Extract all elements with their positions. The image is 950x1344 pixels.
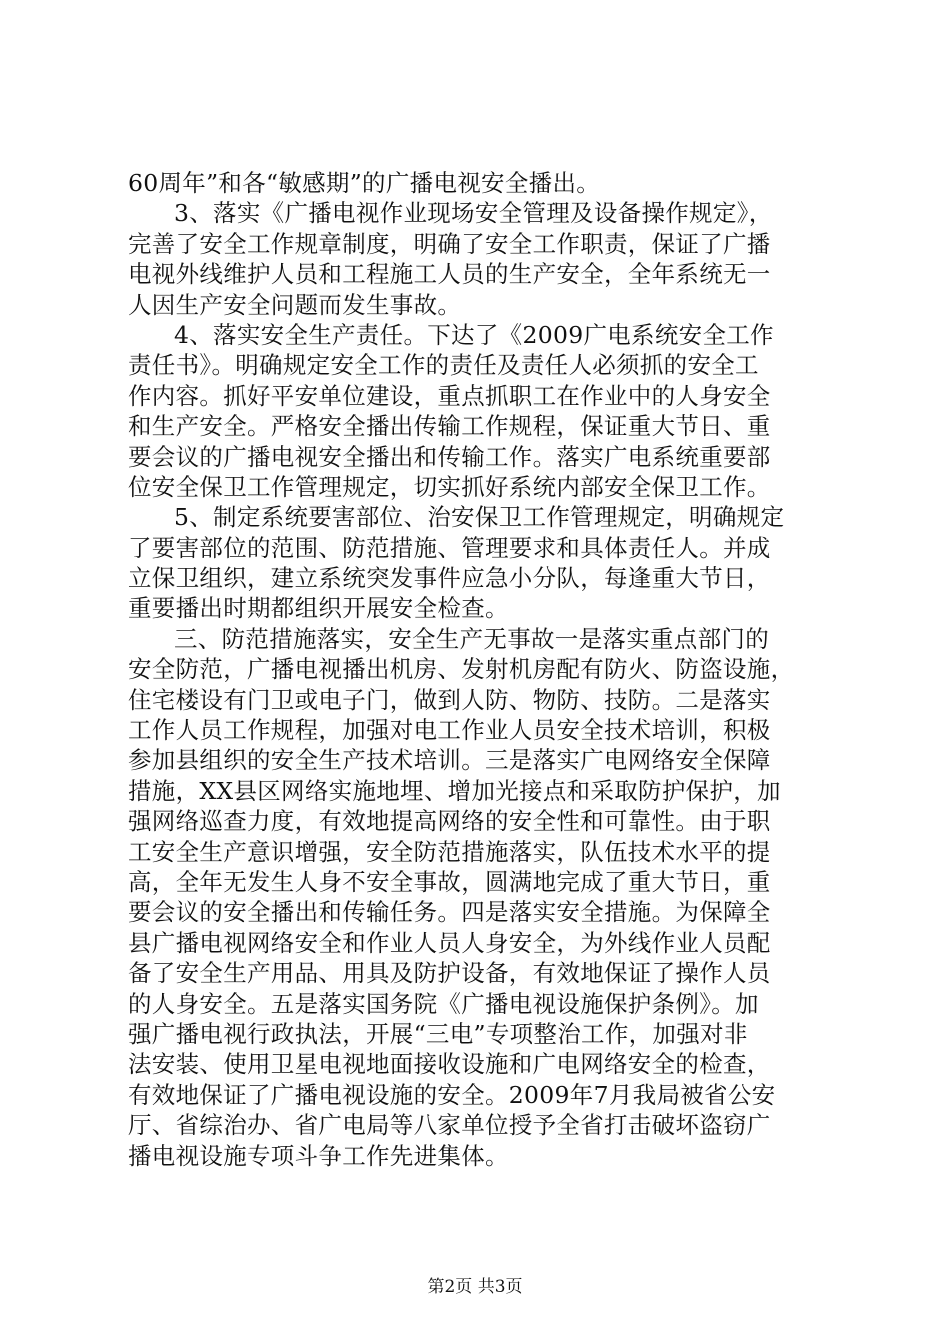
text-line: 措施，XX县区网络实施地埋、增加光接点和采取防护保护，加 [128,776,781,805]
text-line: 有效地保证了广播电视设施的安全。2009年7月我局被省公安 [128,1080,776,1109]
text-line: 60周年”和各“敏感期”的广播电视安全播出。 [128,169,601,197]
text-line: 县广播电视网络安全和作业人员人身安全，为外线作业人员配 [128,928,771,957]
text-line: 作内容。抓好平安单位建设，重点抓职工在作业中的人身安全 [128,381,771,410]
text-line: 要会议的广播电视安全播出和传输工作。落实广电系统重要部 [128,442,771,471]
text-line: 播电视设施专项斗争工作先进集体。 [128,1141,509,1170]
page-footer: 第2页 共3页 [427,1277,523,1297]
document-body [128,168,848,1171]
text-line: 了要害部位的范围、防范措施、管理要求和具体责任人。并成 [128,533,771,562]
text-line: 安全防范，广播电视播出机房、发射机房配有防火、防盗设施， [128,655,795,684]
text-line: 立保卫组织，建立系统突发事件应急小分队，每逢重大节日， [128,564,771,593]
text-line: 位安全保卫工作管理规定，切实抓好系统内部安全保卫工作。 [128,472,771,501]
text-line: 法安装、使用卫星电视地面接收设施和广电网络安全的检查， [128,1050,771,1079]
text-line: 备了安全生产用品、用具及防护设备，有效地保证了操作人员 [128,959,771,988]
text-line: 参加县组织的安全生产技术培训。三是落实广电网络安全保障 [128,746,771,775]
text-line: 责任书》。明确规定安全工作的责任及责任人必须抓的安全工 [128,351,759,380]
text-line: 完善了安全工作规章制度，明确了安全工作职责，保证了广播 [128,229,771,258]
text-line: 的人身安全。五是落实国务院《广播电视设施保护条例》。加 [128,989,759,1018]
text-line: 4、落实安全生产责任。下达了《2009广电系统安全工作 [174,320,774,349]
text-line: 住宅楼设有门卫或电子门，做到人防、物防、技防。二是落实 [128,685,771,714]
text-line: 厅、省综治办、省广电局等八家单位授予全省打击破坏盗窃广 [128,1111,771,1140]
text-line: 电视外线维护人员和工程施工人员的生产安全，全年系统无一 [128,260,771,289]
text-line: 和生产安全。严格安全播出传输工作规程，保证重大节日、重 [128,412,771,441]
text-line: 人因生产安全问题而发生事故。 [128,290,462,319]
text-line: 工作人员工作规程，加强对电工作业人员安全技术培训，积极 [128,716,771,745]
text-line: 强广播电视行政执法，开展“三电”专项整治工作，加强对非 [128,1019,748,1048]
text-line: 要会议的安全播出和传输任务。四是落实安全措施。为保障全 [128,898,771,927]
text-line: 5、制定系统要害部位、治安保卫工作管理规定，明确规定 [174,503,785,532]
text-line: 重要播出时期都组织开展安全检查。 [128,594,509,623]
text-line: 高，全年无发生人身不安全事故，圆满地完成了重大节日，重 [128,867,771,896]
text-line: 强网络巡查力度，有效地提高网络的安全性和可靠性。由于职 [128,807,771,836]
text-line: 工安全生产意识增强，安全防范措施落实，队伍技术水平的提 [128,837,771,866]
text-line: 三、防范措施落实，安全生产无事故一是落实重点部门的 [174,624,769,653]
text-line: 3、落实《广播电视作业现场安全管理及设备操作规定》， [174,199,773,228]
